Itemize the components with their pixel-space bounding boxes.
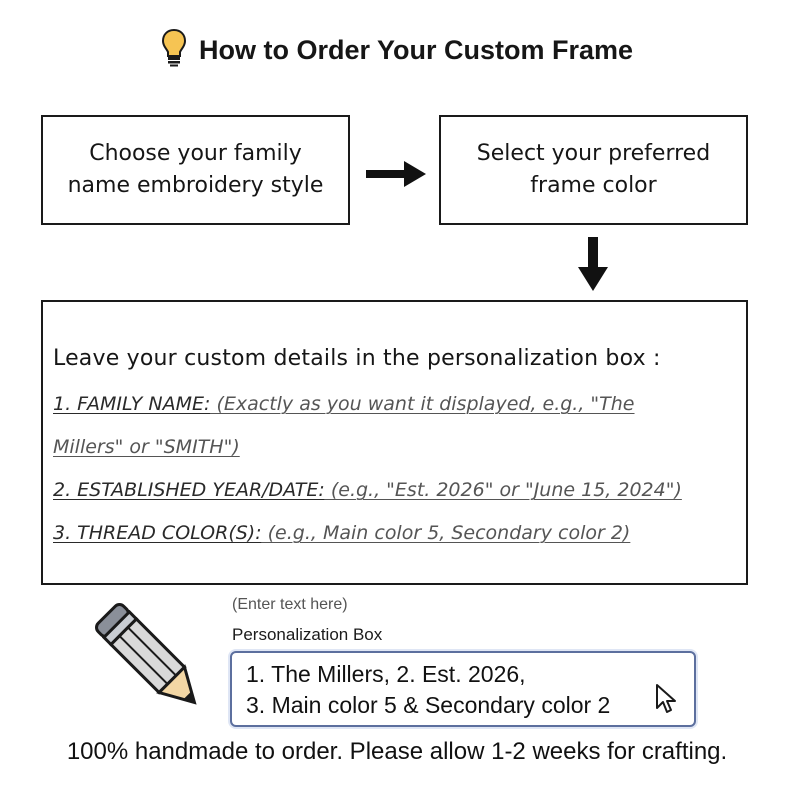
step-2-line-2: frame color (530, 173, 657, 198)
instruction-example: (e.g., Main color 5, Secondary color 2) (261, 522, 631, 544)
personalization-textarea[interactable] (230, 651, 696, 727)
input-hint: (Enter text here) (232, 596, 348, 613)
instruction-label: 3. THREAD COLOR(S): (53, 522, 262, 544)
instruction-example: Millers" or "SMITH") (53, 436, 240, 458)
title-row (0, 24, 794, 76)
instruction-example: (e.g., "Est. 2026" or "June 15, 2024") (324, 479, 682, 501)
instruction-label: 1. FAMILY NAME: (53, 393, 211, 415)
footer-note: 100% handmade to order. Please allow 1-2 weeks for crafting. (66, 738, 728, 765)
personalization-field-label: Personalization Box (232, 625, 383, 644)
arrow-right-icon (364, 160, 428, 192)
instruction-label: 2. ESTABLISHED YEAR/DATE: (53, 479, 325, 501)
step-choose-style-box (41, 115, 350, 225)
page-title: How to Order Your Custom Frame (198, 34, 634, 65)
personalization-value-line-2: 3. Main color 5 & Secondary color 2 (246, 692, 611, 718)
step-2-line-1: Select your preferred (476, 141, 711, 166)
lightbulb-icon (161, 28, 187, 72)
step-select-color-box (439, 115, 748, 225)
instruction-family-name-cont (53, 426, 736, 469)
mouse-cursor-icon (654, 683, 678, 719)
instruction-family-name (53, 383, 736, 426)
step-1-line-1: Choose your family (89, 141, 302, 166)
instruction-thread-colors (53, 512, 736, 555)
instruction-established-date (53, 469, 736, 512)
personalization-value-line-1: 1. The Millers, 2. Est. 2026, (246, 661, 526, 687)
pencil-icon (90, 598, 215, 727)
instructions-heading: Leave your custom details in the personalization box : (53, 346, 661, 371)
step-1-line-2: name embroidery style (67, 173, 324, 198)
instruction-example: (Exactly as you want it displayed, e.g., "The (210, 393, 635, 415)
personalization-instructions-box (41, 300, 748, 585)
arrow-down-icon (577, 235, 609, 297)
